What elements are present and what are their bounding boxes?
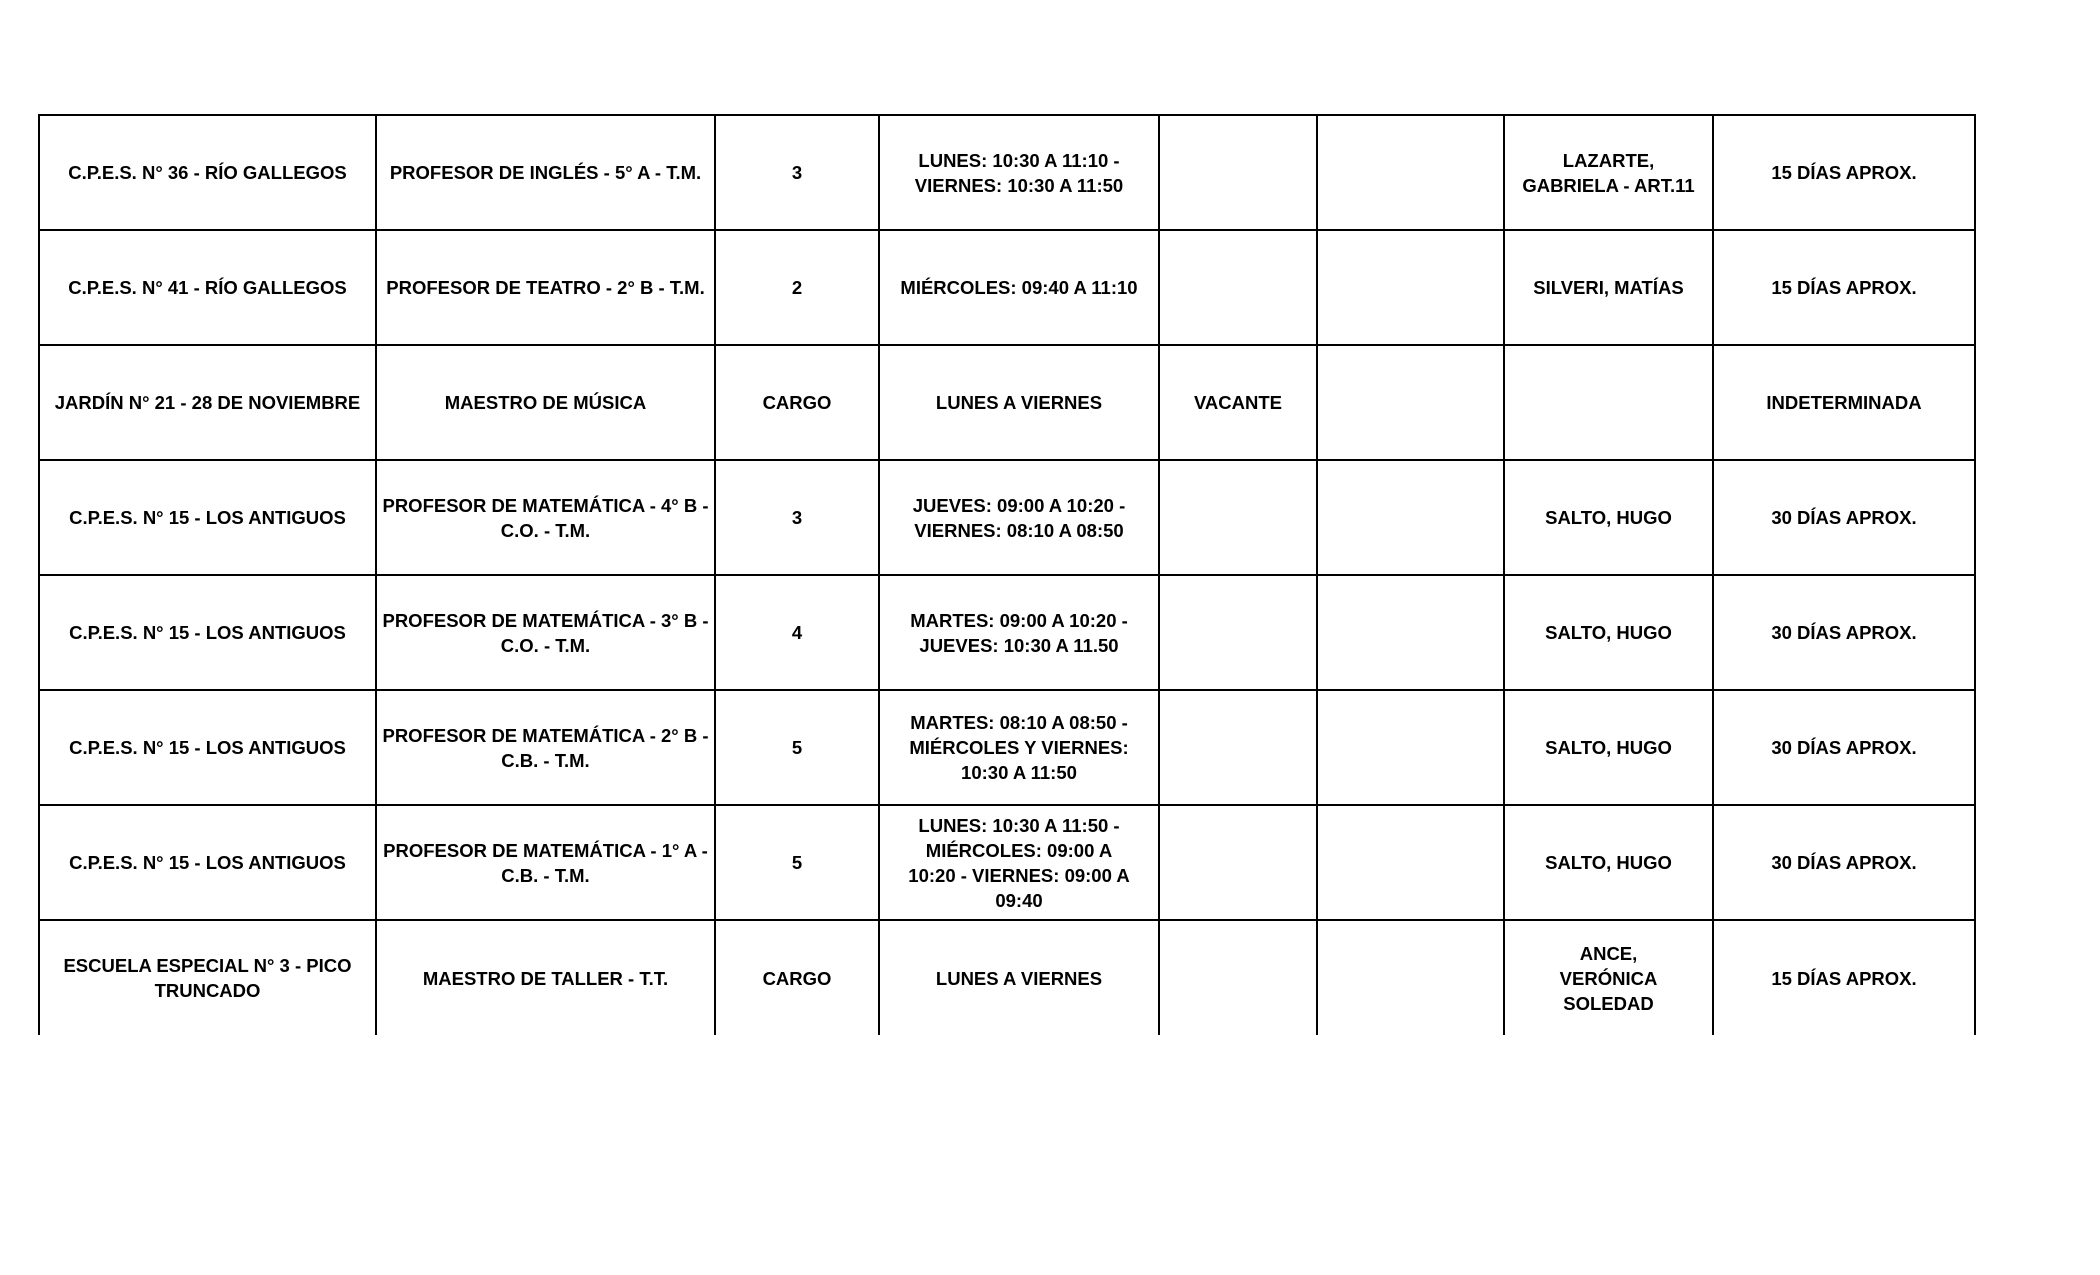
- cell-school: C.P.E.S. N° 36 - RÍO GALLEGOS: [39, 115, 376, 230]
- cell-holder: ANCE, VERÓNICA SOLEDAD: [1504, 920, 1713, 1035]
- table-row: [39, 805, 1975, 920]
- cell-holder: LAZARTE, GABRIELA - ART.11: [1504, 115, 1713, 230]
- cell-position: PROFESOR DE MATEMÁTICA - 2° B - C.B. - T.M.: [376, 690, 715, 805]
- cell-status: [1159, 690, 1317, 805]
- cell-duration: 15 DÍAS APROX.: [1713, 115, 1975, 230]
- cell-status: [1159, 805, 1317, 920]
- cell-duration: 15 DÍAS APROX.: [1713, 920, 1975, 1035]
- cell-duration: 30 DÍAS APROX.: [1713, 575, 1975, 690]
- cell-schedule: MIÉRCOLES: 09:40 A 11:10: [879, 230, 1159, 345]
- vacancy-table: [38, 114, 1976, 1035]
- cell-duration: 30 DÍAS APROX.: [1713, 690, 1975, 805]
- cell-holder: SILVERI, MATÍAS: [1504, 230, 1713, 345]
- cell-extra: [1317, 460, 1504, 575]
- cell-extra: [1317, 920, 1504, 1035]
- cell-extra: [1317, 115, 1504, 230]
- cell-school: C.P.E.S. N° 15 - LOS ANTIGUOS: [39, 460, 376, 575]
- cell-hours: 5: [715, 690, 879, 805]
- cell-schedule: LUNES: 10:30 A 11:10 - VIERNES: 10:30 A 11:50: [879, 115, 1159, 230]
- cell-hours: 3: [715, 460, 879, 575]
- cell-position: PROFESOR DE INGLÉS - 5° A - T.M.: [376, 115, 715, 230]
- cell-status: [1159, 920, 1317, 1035]
- cell-position: MAESTRO DE TALLER - T.T.: [376, 920, 715, 1035]
- cell-hours: CARGO: [715, 920, 879, 1035]
- cell-schedule: LUNES: 10:30 A 11:50 - MIÉRCOLES: 09:00 A 10:20 - VIERNES: 09:00 A 09:40: [879, 805, 1159, 920]
- table-row: [39, 920, 1975, 1035]
- cell-position: MAESTRO DE MÚSICA: [376, 345, 715, 460]
- cell-duration: 30 DÍAS APROX.: [1713, 805, 1975, 920]
- cell-holder: SALTO, HUGO: [1504, 575, 1713, 690]
- table-row: [39, 230, 1975, 345]
- cell-hours: 5: [715, 805, 879, 920]
- cell-holder: [1504, 345, 1713, 460]
- cell-extra: [1317, 805, 1504, 920]
- table-row: [39, 460, 1975, 575]
- cell-holder: SALTO, HUGO: [1504, 690, 1713, 805]
- cell-school: JARDÍN N° 21 - 28 DE NOVIEMBRE: [39, 345, 376, 460]
- cell-position: PROFESOR DE MATEMÁTICA - 3° B - C.O. - T.M.: [376, 575, 715, 690]
- cell-duration: INDETERMINADA: [1713, 345, 1975, 460]
- table-row: [39, 690, 1975, 805]
- cell-schedule: JUEVES: 09:00 A 10:20 - VIERNES: 08:10 A 08:50: [879, 460, 1159, 575]
- cell-schedule: MARTES: 09:00 A 10:20 - JUEVES: 10:30 A 11.50: [879, 575, 1159, 690]
- cell-school: C.P.E.S. N° 15 - LOS ANTIGUOS: [39, 805, 376, 920]
- cell-status: VACANTE: [1159, 345, 1317, 460]
- cell-position: PROFESOR DE MATEMÁTICA - 4° B - C.O. - T.M.: [376, 460, 715, 575]
- cell-duration: 30 DÍAS APROX.: [1713, 460, 1975, 575]
- table-row: [39, 345, 1975, 460]
- cell-school: ESCUELA ESPECIAL N° 3 - PICO TRUNCADO: [39, 920, 376, 1035]
- cell-hours: 3: [715, 115, 879, 230]
- table-row: [39, 575, 1975, 690]
- cell-position: PROFESOR DE MATEMÁTICA - 1° A - C.B. - T.M.: [376, 805, 715, 920]
- cell-schedule: MARTES: 08:10 A 08:50 - MIÉRCOLES Y VIERNES: 10:30 A 11:50: [879, 690, 1159, 805]
- cell-status: [1159, 460, 1317, 575]
- cell-schedule: LUNES A VIERNES: [879, 345, 1159, 460]
- cell-schedule: LUNES A VIERNES: [879, 920, 1159, 1035]
- cell-hours: 4: [715, 575, 879, 690]
- cell-position: PROFESOR DE TEATRO - 2° B - T.M.: [376, 230, 715, 345]
- table-row: [39, 115, 1975, 230]
- cell-holder: SALTO, HUGO: [1504, 460, 1713, 575]
- cell-holder: SALTO, HUGO: [1504, 805, 1713, 920]
- cell-school: C.P.E.S. N° 15 - LOS ANTIGUOS: [39, 690, 376, 805]
- cell-school: C.P.E.S. N° 41 - RÍO GALLEGOS: [39, 230, 376, 345]
- cell-school: C.P.E.S. N° 15 - LOS ANTIGUOS: [39, 575, 376, 690]
- cell-extra: [1317, 230, 1504, 345]
- cell-status: [1159, 115, 1317, 230]
- cell-duration: 15 DÍAS APROX.: [1713, 230, 1975, 345]
- cell-extra: [1317, 345, 1504, 460]
- cell-hours: CARGO: [715, 345, 879, 460]
- cell-hours: 2: [715, 230, 879, 345]
- table-body: [39, 115, 1975, 1035]
- cell-status: [1159, 575, 1317, 690]
- cell-extra: [1317, 690, 1504, 805]
- cell-extra: [1317, 575, 1504, 690]
- cell-status: [1159, 230, 1317, 345]
